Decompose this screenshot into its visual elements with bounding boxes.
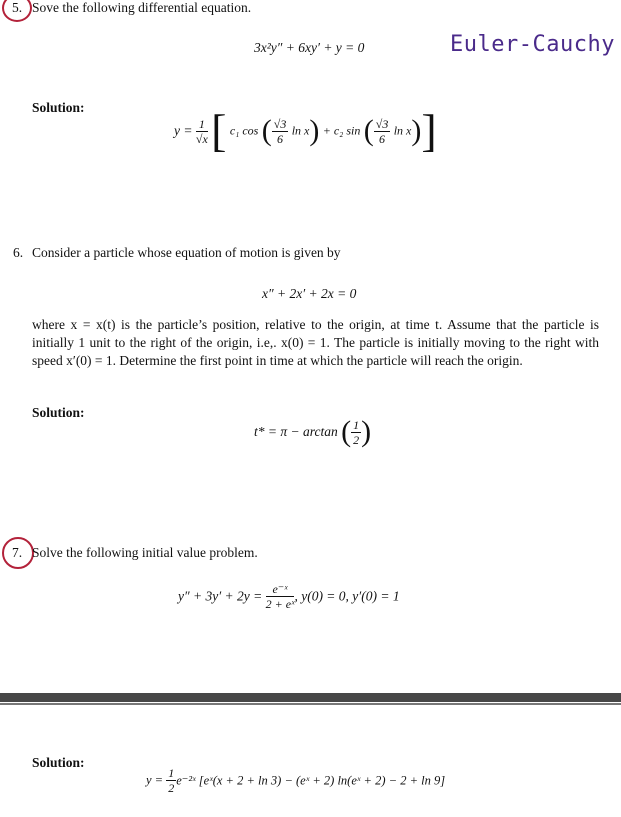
page-divider [0,693,621,702]
problem-7-prompt: Solve the following initial value problem. [32,545,258,560]
problem-6-number: 6. [13,245,24,260]
problem-7-solution-label: Solution: [32,755,85,770]
coefficient-fraction: $\frac{1}{√x}$ [195,116,208,146]
problem-5-prompt: Sove the following differential equation. [32,0,252,15]
right-bracket: ] [421,105,437,156]
problem-7-number: 7. [12,545,23,560]
c1-term: c₁ cos [229,123,259,138]
problem-5-equation: 3x²y″ + 6xy′ + y = 0 [254,40,365,55]
problem-6-prompt: Consider a particle whose equation of motion is given by [32,245,341,260]
problem-7-solution: y = $\frac{1}{2}$ e⁻²ˣ [eˣ(x + 2 + ln 3) − (eˣ + 2) ln(eˣ + 2) − 2 + ln 9] [146,766,446,795]
left-bracket: [ [211,105,227,156]
solution-lhs: y = [174,123,193,138]
cos-argument-fraction: $\frac{√3}{6}$ [273,116,287,146]
sin-argument-fraction: $\frac{√3}{6}$ [375,116,389,146]
problem-6-body: where x = x(t) is the particle’s position, relative to the origin, at time t. Assume that the particle is initially 1 unit to the right of the origin, i.e,. x(0) = 1. The particle is initially moving to the right with speed x′(0) = 1. Determine the first point in time at which the particle will reach the origin. [32,317,599,368]
forcing-fraction: $\frac{\text{e⁻ˣ}}{\text{2 + eˣ}}$ [265,582,295,611]
problem-6-equation: x″ + 2x′ + 2x = 0 [262,286,357,301]
arctan-fraction: $\frac{1}{2}$ [353,417,360,447]
problem-5-number: 5. [12,0,23,15]
half-fraction: $\frac{1}{2}$ [168,766,175,795]
problem-7-equation: y″ + 3y′ + 2y = $\frac{\text{e⁻ˣ}}{\text{2 + eˣ}}$ , y(0) = 0, y′(0) = 1 [178,582,400,611]
initial-conditions: , y(0) = 0, y′(0) = 1 [294,588,400,604]
c2-term: + c₂ sin [322,123,361,138]
page-divider-shadow [0,703,621,705]
problem-6-solution-label: Solution: [32,405,85,420]
problem-5-solution-label: Solution: [32,100,85,115]
euler-cauchy-annotation: Euler-Cauchy [450,32,615,57]
problem-6-solution: t* = π − arctan ( $\frac{1}{2}$ ) [254,415,372,448]
problem-5-solution: y = $\frac{1}{√x}$ [ c₁ cos ( $\frac{√3}{6}$ ln x) + c₂ sin ( $\frac{√3}{6}$ ln x)] [174,105,437,156]
